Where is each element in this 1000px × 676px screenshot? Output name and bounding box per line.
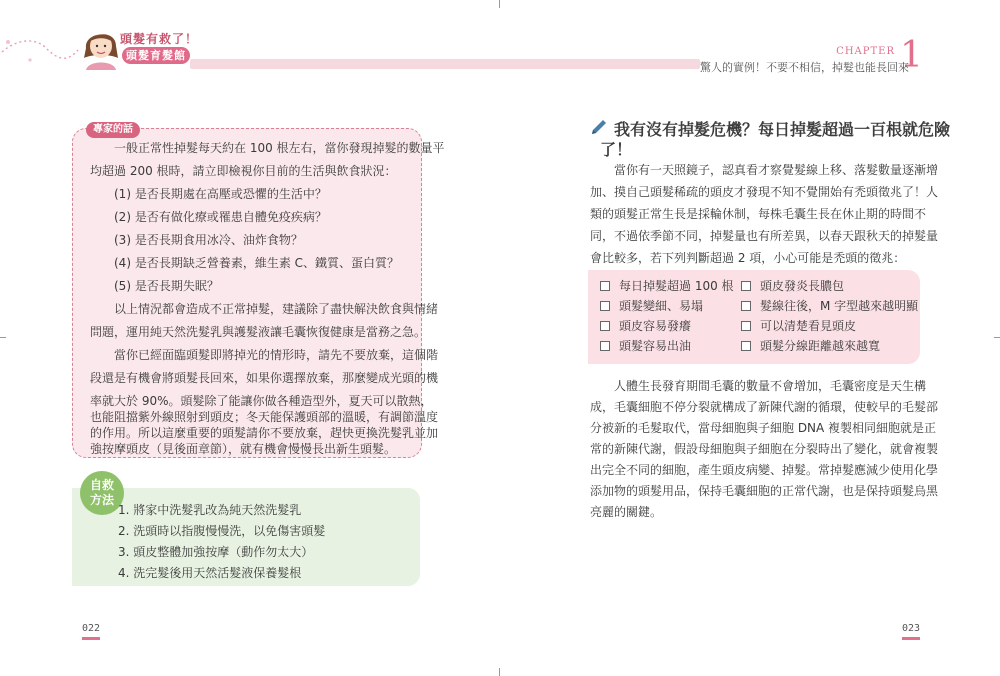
intro-text-line: 會比較多，若下列判斷超過 2 項，小心可能是禿頭的徵兆： [590, 251, 906, 265]
page-number-left: 022 [82, 623, 101, 634]
intro-text-line: 當你有一天照鏡子，認真看才察覺髮線上移、落髮數量逐漸增 [590, 163, 939, 177]
checkbox-icon[interactable] [741, 301, 751, 311]
checklist-item[interactable] [600, 278, 734, 294]
checklist-label: 每日掉髮超過 100 根 [619, 279, 734, 293]
page-number-bar-left [82, 637, 100, 640]
intro-text-line: 同，不過依季節不同，掉髮量也有所差異，以春天跟秋天的掉髮量 [590, 229, 939, 243]
checklist-label: 頭髮分線距離越來越寬 [760, 339, 881, 353]
header-rule-bar [190, 59, 700, 69]
self-help-item: 3. 頭皮整體加強按摩（動作勿太大） [118, 545, 314, 559]
expert-text-line: 一般正常性掉髮每天約在 100 根左右，當你發現掉髮的數量平 [90, 141, 445, 155]
body-text-line: 成，毛囊細胞不停分裂就構成了新陳代謝的循環，使較早的毛髮部 [590, 400, 939, 414]
self-help-badge-line: 方法 [89, 493, 114, 507]
expert-text-line: (5) 是否長期失眠？ [90, 279, 219, 293]
checklist-label: 頭皮發炎長膿包 [760, 279, 845, 293]
body-text-line: 亮麗的關鍵。 [590, 505, 663, 519]
expert-text-line: 也能阻擋紫外線照射到頭皮；冬天能保護頭部的溫暖，有調節溫度 [90, 410, 439, 424]
expert-text-line: 問題，運用純天然洗髮乳與護髮液讓毛囊恢復健康是當務之急。 [90, 325, 427, 339]
page-number-bar-right [902, 637, 920, 640]
expert-text-line: 強按摩頭皮（見後面章節），就有機會慢慢長出新生頭髮。 [90, 442, 397, 456]
self-help-item: 2. 洗頭時以指腹慢慢洗，以免傷害頭髮 [118, 524, 326, 538]
checklist-item[interactable] [741, 318, 856, 334]
chapter-subtitle: 驚人的實例！不要不相信，掉髮也能長回來 [700, 61, 909, 74]
crop-mark-top [499, 0, 500, 8]
checklist-label: 頭皮容易發癢 [619, 319, 692, 333]
checklist-label: 可以清楚看見頭皮 [760, 319, 857, 333]
brand-pill-label: 頭髮育髮館 [122, 47, 190, 64]
checkbox-icon[interactable] [741, 281, 751, 291]
intro-text-line: 加、摸自己頭髮稀疏的頭皮才發現不知不覺開始有禿頭徵兆了！人 [590, 185, 939, 199]
page-number-right: 023 [902, 623, 921, 634]
checklist-item[interactable] [600, 298, 703, 314]
expert-text-line: 率就大於 90%。頭髮除了能讓你做各種造型外，夏天可以散熱， [90, 394, 433, 408]
checklist-item[interactable] [741, 278, 844, 294]
expert-text-line: 段還是有機會將頭髮長回來，如果你選擇放棄，那麼變成光頭的機 [90, 371, 439, 385]
checkbox-icon[interactable] [741, 341, 751, 351]
pencil-icon [589, 117, 609, 137]
checkbox-icon[interactable] [600, 341, 610, 351]
checklist-item[interactable] [741, 338, 880, 354]
checkbox-icon[interactable] [600, 281, 610, 291]
checkbox-icon[interactable] [600, 301, 610, 311]
expert-advice-tag: 專家的話 [86, 122, 140, 138]
body-text-line: 人體生長發育期間毛囊的數量不會增加，毛囊密度是天生構 [590, 379, 927, 393]
expert-text-line: 當你已經面臨頭髮即將掉光的情形時，請先不要放棄，這個階 [90, 348, 439, 362]
crop-mark-bottom [499, 668, 500, 676]
expert-text-line: 的作用。所以這麼重要的頭髮請你不要放棄，趕快更換洗髮乳並加 [90, 426, 439, 440]
expert-text-line: (1) 是否長期處在高壓或恐懼的生活中？ [90, 187, 327, 201]
checklist-item[interactable] [600, 318, 691, 334]
woman-avatar-icon [80, 24, 122, 70]
section-heading-continued: 了！ [600, 140, 633, 159]
chapter-number: 1 [900, 35, 923, 76]
chapter-label: CHAPTER [836, 46, 895, 57]
crop-mark-left [0, 337, 6, 338]
checklist-item[interactable] [741, 298, 918, 314]
decorative-dotted-curve [0, 30, 80, 70]
section-heading: 我有沒有掉髮危機？每日掉髮超過一百根就危險 [614, 120, 951, 139]
checklist-item[interactable] [600, 338, 691, 354]
crop-mark-right [994, 337, 1000, 338]
checkbox-icon[interactable] [741, 321, 751, 331]
checklist-label: 頭髮容易出油 [619, 339, 692, 353]
body-text-line: 常的新陳代謝，假設母細胞與子細胞在分裂時出了變化，就會複製 [590, 442, 939, 456]
body-text-line: 出完全不同的細胞，產生頭皮病變、掉髮。常掉髮應減少使用化學 [590, 463, 939, 477]
self-help-item: 1. 將家中洗髮乳改為純天然洗髮乳 [118, 503, 302, 517]
body-text-line: 分被新的毛髮取代，當母細胞與子細胞 DNA 複製相同細胞就是正 [590, 421, 937, 435]
expert-text-line: (3) 是否長期食用冰冷、油炸食物？ [90, 233, 303, 247]
intro-text-line: 類的頭髮正常生長是採輪休制，每株毛囊生長在休止期的時間不 [590, 207, 927, 221]
checklist-label: 髮線往後，M 字型越來越明顯 [760, 299, 919, 313]
self-help-item: 4. 洗完髮後用天然活髮液保養髮根 [118, 566, 302, 580]
checklist-label: 頭髮變細、易塌 [619, 299, 704, 313]
self-help-badge-line: 自救 [89, 478, 114, 492]
expert-text-line: 均超過 200 根時，請立即檢視你目前的生活與飲食狀況： [90, 164, 397, 178]
expert-text-line: (2) 是否有做化療或罹患自體免疫疾病？ [90, 210, 327, 224]
expert-text-line: 以上情況都會造成不正常掉髮，建議除了盡快解決飲食與情緒 [90, 302, 439, 316]
checkbox-icon[interactable] [600, 321, 610, 331]
expert-text-line: (4) 是否長期缺乏營養素，維生素 C、鐵質、蛋白質？ [90, 256, 400, 270]
body-text-line: 添加物的頭髮用品，保持毛囊細胞的正常代謝，也是保持頭髮烏黑 [590, 484, 939, 498]
brand-title: 頭髮有救了！ [120, 32, 199, 46]
